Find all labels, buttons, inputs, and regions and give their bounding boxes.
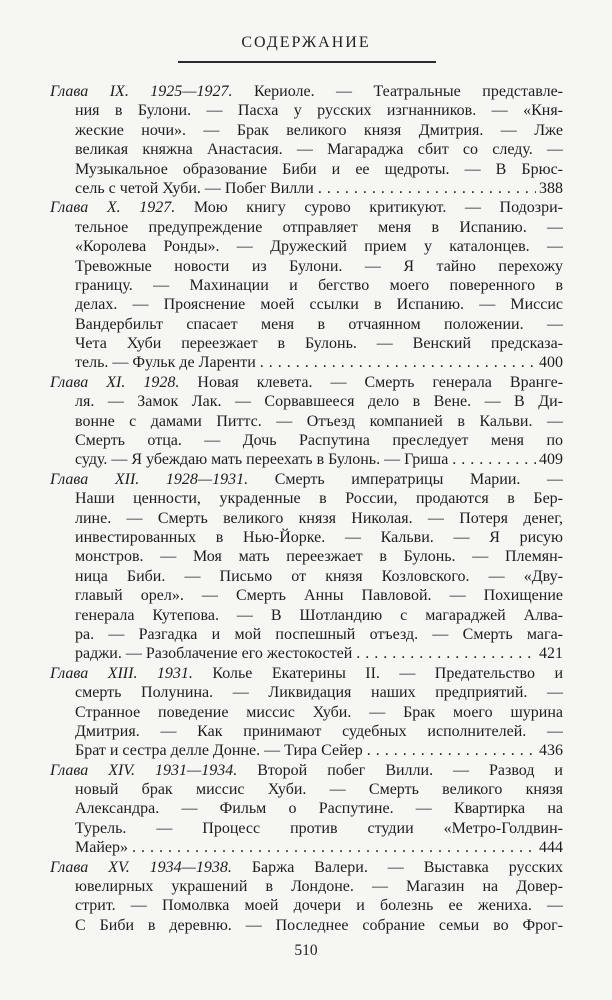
footer-page-number: 510 xyxy=(294,942,318,959)
toc-line: Смерть отца. — Дочь Распутина преследует меня по xyxy=(75,432,563,450)
toc-line: Александра. — Фильм о Распутине. — Квартирка на xyxy=(75,800,563,818)
toc-entry-text: Мою книгу сурово критикуют. — Подозри- xyxy=(193,199,563,217)
toc-leader-line xyxy=(75,179,563,198)
chapter-label: Глава X. 1927. xyxy=(50,199,176,217)
toc-entry-first-line xyxy=(50,373,563,392)
page-number: 400 xyxy=(539,354,563,372)
title-rule xyxy=(178,61,436,63)
chapter-label: Глава XIV. 1931—1934. xyxy=(50,761,238,779)
toc-entry xyxy=(50,373,563,470)
toc-line: тельное предупреждение отправляет меня в Испанию. — xyxy=(75,218,563,236)
toc-line: смерть Полунина. — Ликвидация наших предприятий. — xyxy=(75,684,563,702)
toc-entry xyxy=(50,470,563,664)
toc-entry xyxy=(50,664,563,761)
toc-entry-text: Кериоле. — Театральные представле- xyxy=(253,83,563,100)
toc-line: «Королева Ронды». — Дружеский прием у каталонцев. — xyxy=(75,238,563,256)
toc-entry xyxy=(50,198,563,373)
toc-line: Наши ценности, украденные в России, продаются в Бер- xyxy=(75,490,563,508)
toc-entry-first-line xyxy=(50,470,563,489)
toc-line: Турель. — Процесс против студии «Метро-Голдвин- xyxy=(75,819,563,837)
toc-entry-first-line xyxy=(50,82,563,101)
toc-line: Вандербильт спасает меня в отчаянном положении. — xyxy=(75,315,563,333)
toc-entry-first-line xyxy=(50,198,563,217)
chapter-label: Глава XI. 1928. xyxy=(50,373,180,391)
toc-line: С Биби в деревню. — Последнее собрание семьи во Фрог- xyxy=(75,916,563,934)
toc-line: Чета Хуби переезжает в Булонь. — Венский предсказа- xyxy=(75,335,563,353)
dot-leader xyxy=(260,353,536,372)
toc-entry-text: Новая клевета. — Смерть генерала Вранге- xyxy=(197,373,563,391)
table-of-contents xyxy=(50,82,563,935)
toc-entry xyxy=(50,82,563,198)
toc-line: ля. — Замок Лак. — Сорвавшееся дело в Вене. — В Ди- xyxy=(75,393,563,411)
toc-line: Тревожные новости из Булони. — Я тайно перехожу xyxy=(75,257,563,275)
toc-line: лине. — Смерть великого князя Николая. — Потеря денег, xyxy=(75,509,563,527)
toc-leader-line xyxy=(75,741,563,760)
chapter-label: Глава XV. 1934—1938. xyxy=(50,858,232,876)
toc-entry-text: Смерть императрицы Марии. — xyxy=(274,470,563,488)
toc-entry-text: Брат и сестра делле Донне. — Тира Сейер xyxy=(75,742,363,760)
toc-line: монстров. — Моя мать переезжает в Булонь. — Племян- xyxy=(75,548,563,566)
toc-line: жеские ночи». — Брак великого князя Дмитрия. — Лже xyxy=(75,121,563,139)
toc-line: ювелирных украшений в Лондоне. — Магазин на Довер- xyxy=(75,878,563,896)
toc-entry-text: раджи. — Разоблачение его жестокостей xyxy=(75,645,353,663)
chapter-label: Глава XIII. 1931. xyxy=(50,664,193,682)
toc-line: великая княжна Анастасия. — Магараджа сбит со следу. — xyxy=(75,141,563,159)
toc-line: генерала Кутепова. — В Шотландию с магараджей Алва- xyxy=(75,606,563,624)
page-number: 436 xyxy=(539,742,563,760)
dot-leader xyxy=(452,450,536,469)
toc-leader-line xyxy=(75,353,563,372)
toc-line: главый орел». — Смерть Анны Павловой. — Похищение xyxy=(75,587,563,605)
page-number: 388 xyxy=(539,179,563,197)
page-number: 444 xyxy=(539,839,563,857)
toc-entry xyxy=(50,761,563,858)
toc-leader-line xyxy=(75,450,563,469)
toc-line: Музыкальное образование Биби и ее щедроты. — В Брюс- xyxy=(75,160,563,178)
toc-entry-text: сель с четой Хуби. — Побег Вилли xyxy=(75,179,314,197)
toc-line: новый брак миссис Хуби. — Смерть великого князя xyxy=(75,781,563,799)
chapter-label: Глава IX. 1925—1927. xyxy=(50,83,233,100)
toc-entry-text: Второй побег Вилли. — Развод и xyxy=(257,761,563,779)
toc-line: Странное поведение миссис Хуби. — Брак моего шурина xyxy=(75,703,563,721)
page-title: СОДЕРЖАНИЕ xyxy=(241,34,371,51)
toc-entry-first-line xyxy=(50,761,563,780)
toc-entry-text: суду. — Я убеждаю мать переехать в Булонь. — Гриша xyxy=(75,451,449,469)
toc-line: ница Биби. — Письмо от князя Козловского. — «Дву- xyxy=(75,567,563,585)
toc-line: границу. — Махинации и бегство моего поверенного в xyxy=(75,276,563,294)
dot-leader xyxy=(356,644,536,663)
toc-entry-text: тель. — Фульк де Ларенти xyxy=(75,354,256,372)
toc-entry-first-line xyxy=(50,858,563,877)
toc-entry-text: Колье Екатерины II. — Предательство и xyxy=(212,664,563,682)
toc-line: инвестированных в Нью-Йорке. — Кальви. — Я рисую xyxy=(75,528,563,546)
toc-line: ра. — Разгадка и мой поспешный отъезд. — Смерть мага- xyxy=(75,625,563,643)
toc-line: ния в Булони. — Пасха у русских изгнанников. — «Кня- xyxy=(75,102,563,120)
dot-leader xyxy=(318,179,536,198)
toc-entry-text: Баржа Валери. — Выставка русских xyxy=(251,858,563,876)
toc-entry-text: Майер» xyxy=(75,839,128,857)
page-number: 409 xyxy=(539,451,563,469)
chapter-label: Глава XII. 1928—1931. xyxy=(50,470,249,488)
dot-leader xyxy=(367,741,536,760)
toc-line: вонне с дамами Питтс. — Отъезд компанией в Кальви. — xyxy=(75,412,563,430)
toc-leader-line xyxy=(75,644,563,663)
toc-line: Дмитрия. — Как принимают судебных исполнителей. — xyxy=(75,722,563,740)
toc-line: делах. — Прояснение моей ссылки в Испанию. — Миссис xyxy=(75,296,563,314)
toc-entry xyxy=(50,858,563,936)
toc-entry-first-line xyxy=(50,664,563,683)
toc-leader-line xyxy=(75,838,563,857)
page-number: 421 xyxy=(539,645,563,663)
dot-leader xyxy=(132,838,536,857)
toc-line: стрит. — Помолвка моей дочери и болезнь ее жениха. — xyxy=(75,897,563,915)
